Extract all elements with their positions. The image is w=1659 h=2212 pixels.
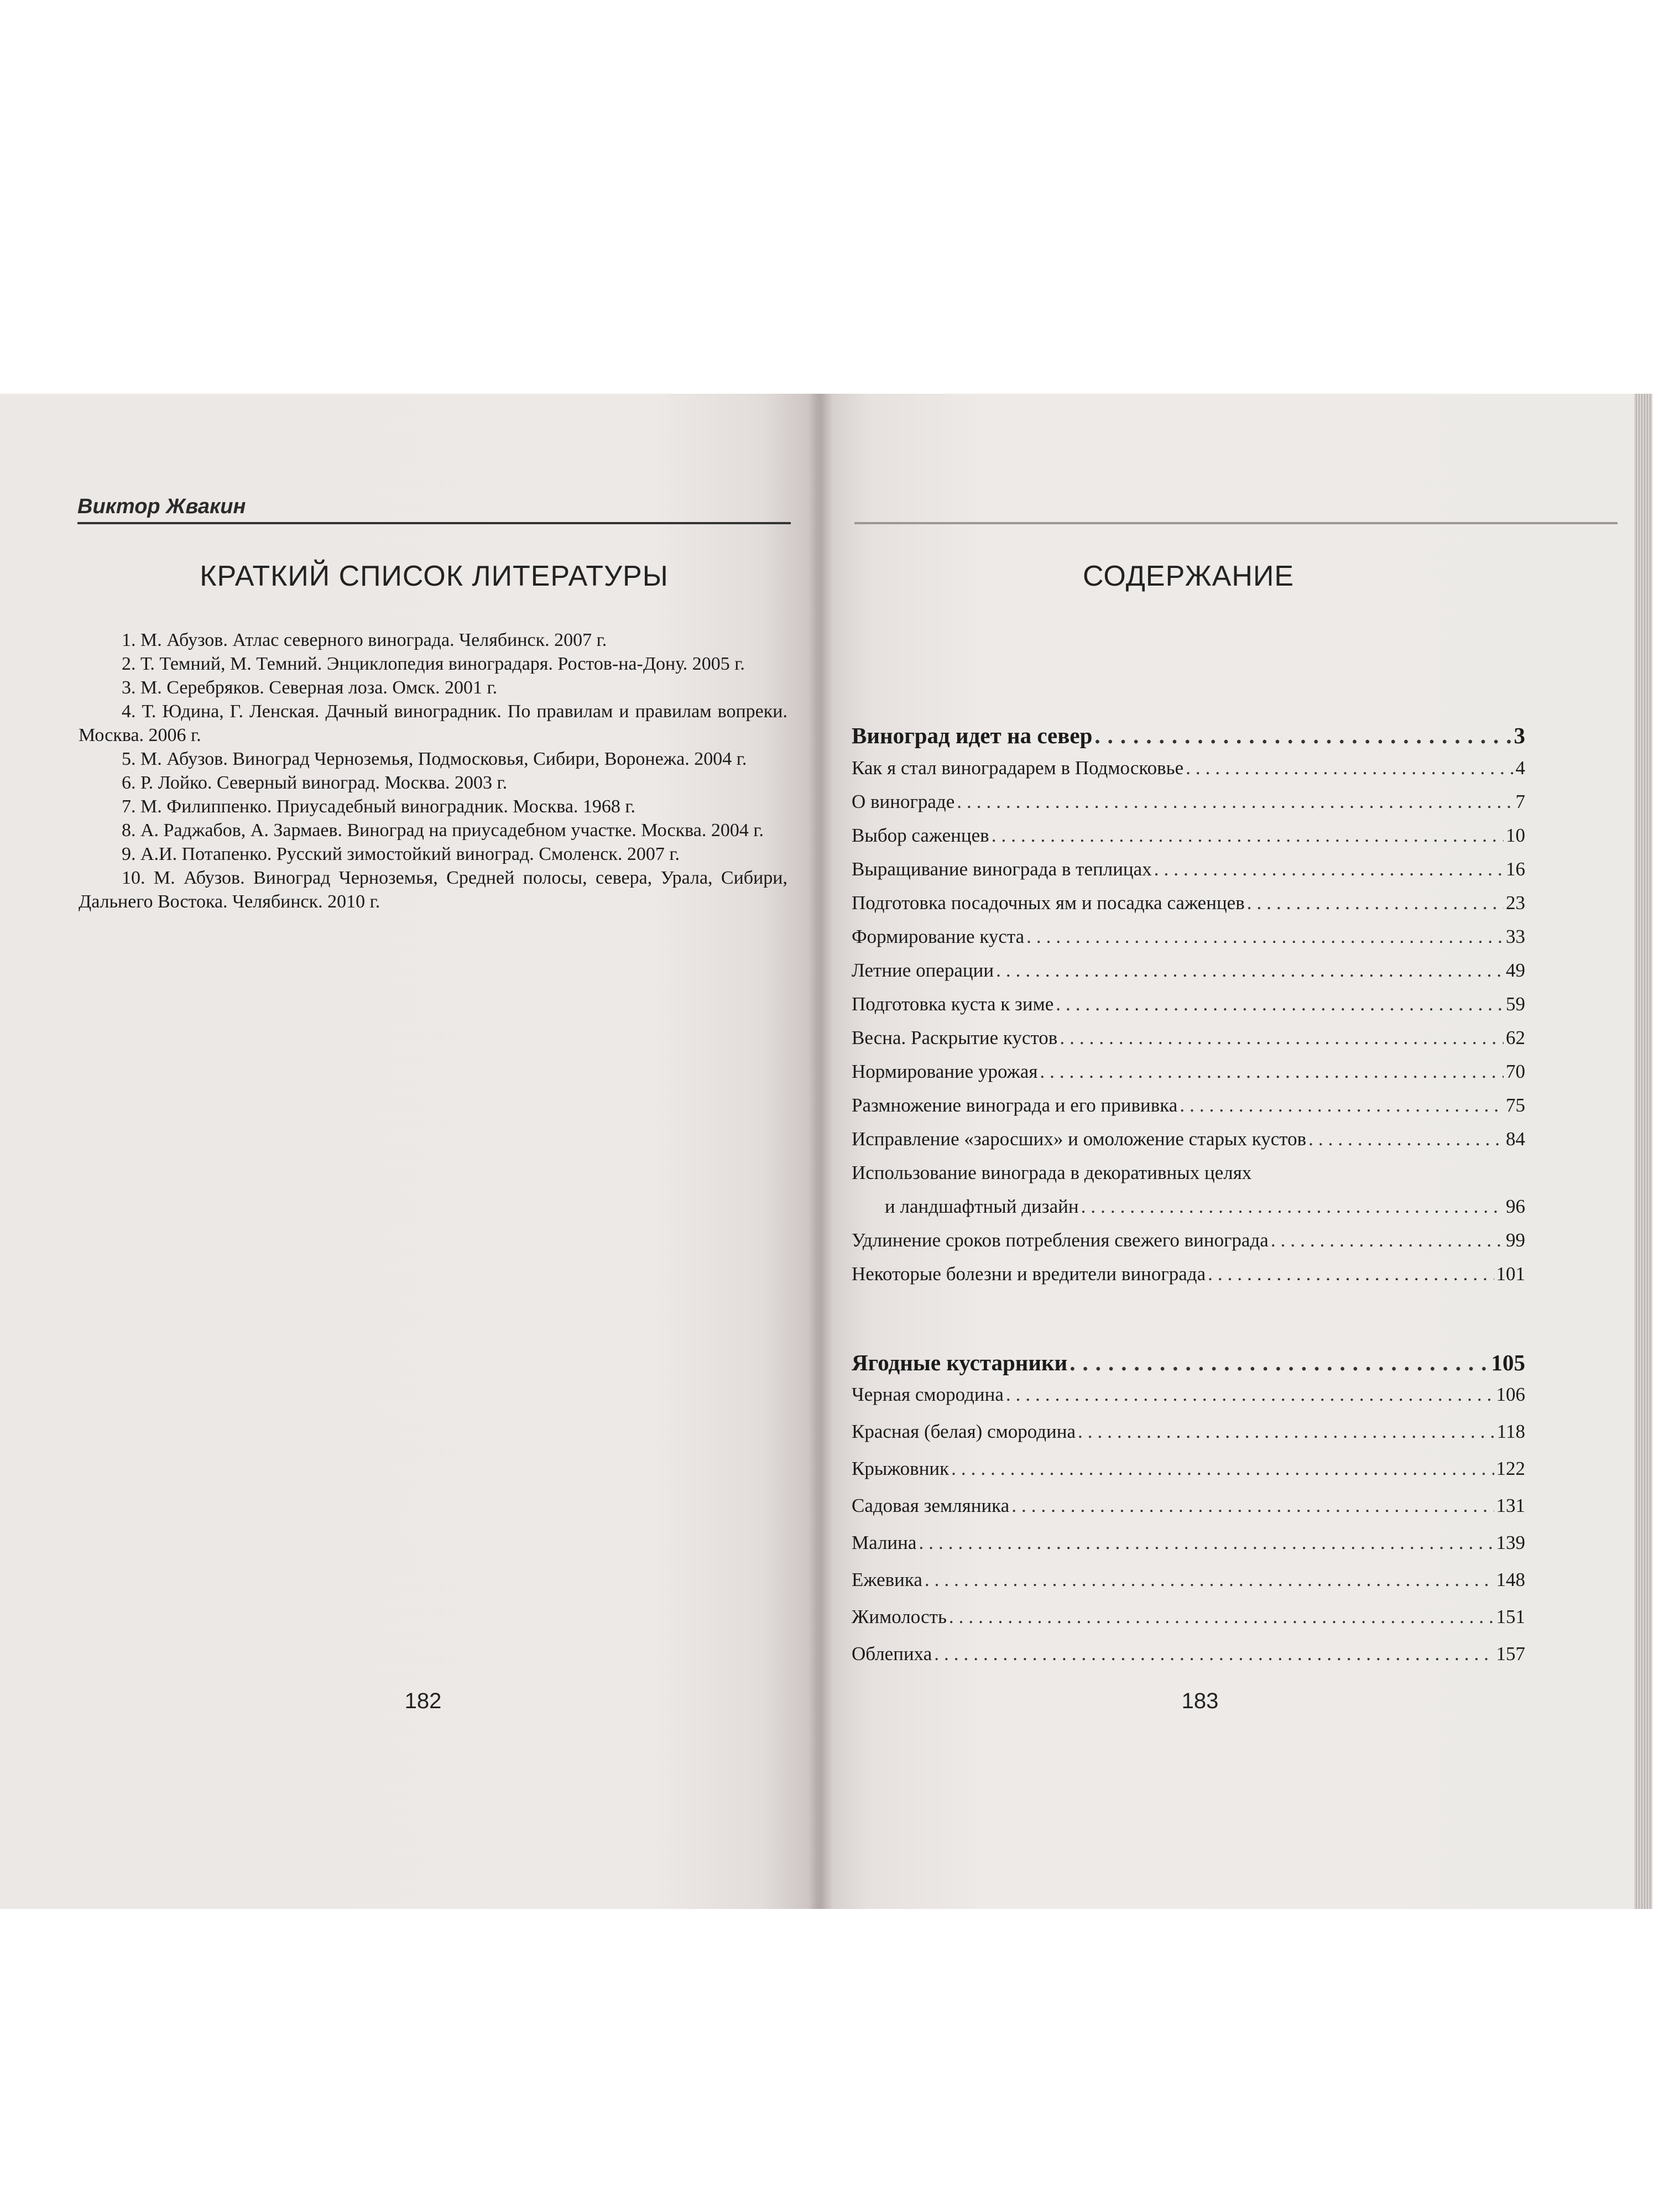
reference-item: 10. М. Абузов. Виноград Черноземья, Средней полосы, севера, Урала, Сибири, Дальнего Востока. Челябинск. 2010 г.: [79, 868, 787, 912]
toc-section[interactable]: [852, 722, 1525, 749]
toc-entry[interactable]: О винограде ..... 7: [852, 790, 1525, 814]
toc-section[interactable]: [852, 1349, 1525, 1376]
page-number: 182: [404, 1689, 442, 1713]
running-head: [77, 487, 791, 524]
toc-entry[interactable]: Подготовка куста к зиме ..... 59: [852, 992, 1525, 1016]
toc-entry[interactable]: Облепиха ..... 157: [852, 1642, 1525, 1666]
reference-item: 3. М. Серебряков. Северная лоза. Омск. 2001 г.: [122, 677, 498, 698]
reference-item: 2. Т. Темний, М. Темний. Энциклопедия виноградаря. Ростов-на-Дону. 2005 г.: [122, 654, 745, 674]
toc-section-title: Виноград идет на север: [852, 723, 1093, 748]
toc-entry[interactable]: Садовая земляника ..... 131: [852, 1494, 1525, 1518]
reference-item: 1. М. Абузов. Атлас северного винограда. Челябинск. 2007 г.: [122, 630, 607, 650]
toc-entry[interactable]: Выращивание винограда в теплицах ..... 16: [852, 857, 1525, 881]
toc-entry[interactable]: Удлинение сроков потребления свежего винограда ..... 99: [852, 1228, 1525, 1253]
reference-item: 9. А.И. Потапенко. Русский зимостойкий виноград. Смоленск. 2007 г.: [122, 844, 680, 864]
toc-entry[interactable]: Подготовка посадочных ям и посадка саженцев ..... 23: [852, 891, 1525, 915]
toc-entry[interactable]: Выбор саженцев ..... 10: [852, 823, 1525, 848]
toc-entry[interactable]: Жимолость ..... 151: [852, 1605, 1525, 1629]
toc-page: 105: [1491, 1350, 1525, 1375]
book-gutter: [808, 394, 833, 1909]
toc-entry[interactable]: Ежевика ..... 148: [852, 1568, 1525, 1592]
reference-item: 5. М. Абузов. Виноград Черноземья, Подмосковья, Сибири, Воронежа. 2004 г.: [122, 749, 747, 769]
toc-entry[interactable]: Формирование куста ..... 33: [852, 925, 1525, 949]
left-page: [0, 394, 818, 1909]
toc-entry[interactable]: Исправление «заросших» и омоложение старых кустов ..... 84: [852, 1127, 1525, 1151]
running-head-faded: [854, 487, 1618, 524]
contents-heading: СОДЕРЖАНИЕ: [1082, 560, 1295, 592]
book-spread: [0, 394, 1652, 1909]
right-page: [818, 394, 1652, 1909]
toc-section-title: Ягодные кустарники: [852, 1350, 1068, 1375]
toc-entry[interactable]: Нормирование урожая ..... 70: [852, 1060, 1525, 1084]
toc-entry[interactable]: Размножение винограда и его прививка ..... 75: [852, 1093, 1525, 1118]
toc-entry[interactable]: Весна. Раскрытие кустов ..... 62: [852, 1026, 1525, 1050]
reference-item: 8. А. Раджабов, А. Зармаев. Виноград на приусадебном участке. Москва. 2004 г.: [122, 820, 764, 841]
toc-entry[interactable]: Летние операции ..... 49: [852, 958, 1525, 983]
author-name: Виктор Жвакин: [77, 495, 246, 518]
reference-item: 6. Р. Лойко. Северный виноград. Москва. 2003 г.: [122, 773, 508, 793]
toc-entry[interactable]: Некоторые болезни и вредители винограда ..... 101: [852, 1262, 1525, 1286]
toc-entry[interactable]: Как я стал виноградарем в Подмосковье ..... 4: [852, 756, 1525, 780]
reference-item: 4. Т. Юдина, Г. Ленская. Дачный виноградник. По правилам и правилам вопреки. Москва. 2006 г.: [79, 701, 787, 745]
toc-entry[interactable]: Черная смородина ..... 106: [852, 1383, 1525, 1407]
toc-entry-first-line[interactable]: Использование винограда в декоративных целях: [852, 1162, 1252, 1183]
toc-entry[interactable]: и ландшафтный дизайн ..... 96: [885, 1194, 1525, 1219]
toc-entry[interactable]: Красная (белая) смородина ..... 118: [852, 1420, 1525, 1444]
reference-item: 7. М. Филиппенко. Приусадебный виноградник. Москва. 1968 г.: [122, 796, 636, 817]
page-number: 183: [1181, 1689, 1219, 1713]
toc-entry[interactable]: Крыжовник ..... 122: [852, 1457, 1525, 1481]
bibliography-list: [79, 628, 787, 914]
toc-page: 3: [1514, 723, 1525, 748]
bibliography-heading: КРАТКИЙ СПИСОК ЛИТЕРАТУРЫ: [200, 560, 669, 592]
page-edges: [1634, 394, 1652, 1909]
toc-entry[interactable]: Малина ..... 139: [852, 1531, 1525, 1555]
